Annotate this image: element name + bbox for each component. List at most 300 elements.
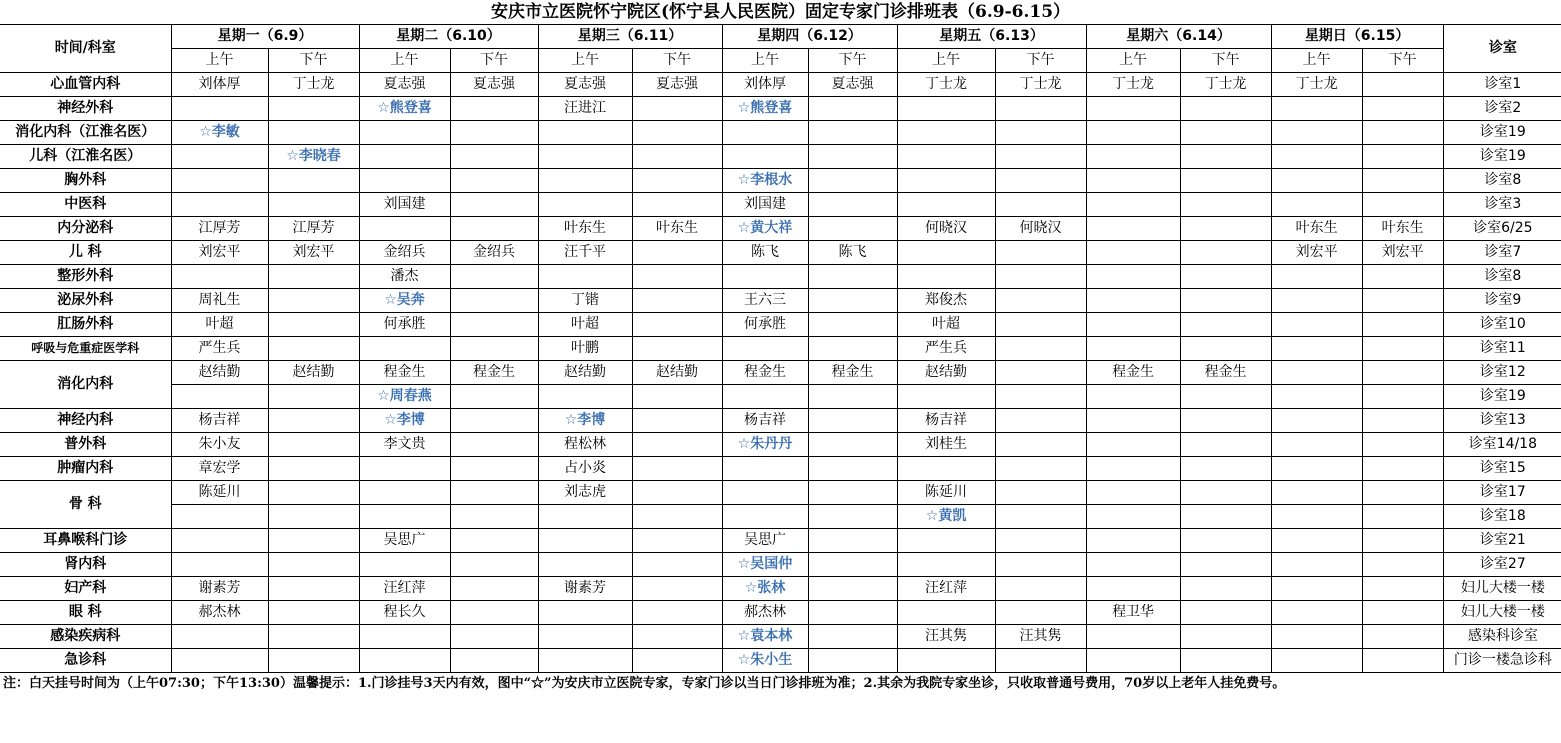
doctor-cell: 吴思广	[359, 529, 450, 553]
doctor-cell	[897, 169, 995, 193]
doctor-cell: 程松林	[538, 433, 632, 457]
doctor-cell	[171, 265, 268, 289]
doctor-cell	[1362, 97, 1443, 121]
doctor-cell	[632, 505, 722, 529]
doctor-cell	[1362, 313, 1443, 337]
doctor-cell	[1180, 241, 1271, 265]
doctor-cell	[1086, 577, 1180, 601]
department-label: 神经内科	[0, 409, 171, 433]
doctor-cell: 章宏学	[171, 457, 268, 481]
doctor-cell	[1180, 505, 1271, 529]
doctor-cell	[897, 601, 995, 625]
doctor-cell	[632, 265, 722, 289]
doctor-cell	[995, 361, 1086, 385]
doctor-cell: 夏志强	[450, 73, 538, 97]
am-header: 上午	[538, 49, 632, 73]
doctor-cell	[1271, 409, 1362, 433]
doctor-cell: 江厚芳	[268, 217, 359, 241]
doctor-cell	[808, 457, 897, 481]
doctor-cell	[268, 97, 359, 121]
doctor-cell	[995, 649, 1086, 673]
doctor-cell: ☆李博	[359, 409, 450, 433]
doctor-cell	[268, 193, 359, 217]
doctor-cell	[171, 193, 268, 217]
doctor-cell	[995, 505, 1086, 529]
doctor-cell	[450, 481, 538, 505]
doctor-cell	[359, 553, 450, 577]
doctor-cell	[1086, 481, 1180, 505]
doctor-cell	[1086, 289, 1180, 313]
doctor-cell: 叶东生	[1362, 217, 1443, 241]
doctor-cell	[1086, 193, 1180, 217]
doctor-cell	[808, 505, 897, 529]
doctor-cell	[995, 409, 1086, 433]
doctor-cell	[1086, 97, 1180, 121]
room-cell: 诊室17	[1443, 481, 1561, 505]
doctor-cell	[897, 385, 995, 409]
doctor-cell	[1180, 577, 1271, 601]
doctor-cell	[897, 649, 995, 673]
doctor-cell	[450, 577, 538, 601]
doctor-cell	[632, 553, 722, 577]
doctor-cell	[632, 337, 722, 361]
doctor-cell: 叶东生	[538, 217, 632, 241]
doctor-cell	[268, 289, 359, 313]
doctor-cell: ☆吴奔	[359, 289, 450, 313]
corner-header: 时间/科室	[0, 25, 171, 73]
doctor-cell	[268, 313, 359, 337]
table-row	[0, 505, 1561, 529]
doctor-cell	[897, 121, 995, 145]
doctor-cell: 程金生	[450, 361, 538, 385]
doctor-cell: ☆袁本林	[722, 625, 808, 649]
room-cell: 诊室1	[1443, 73, 1561, 97]
doctor-cell	[995, 481, 1086, 505]
doctor-cell	[1180, 385, 1271, 409]
doctor-cell	[995, 145, 1086, 169]
doctor-cell	[450, 169, 538, 193]
doctor-cell: 丁士龙	[1086, 73, 1180, 97]
room-cell: 诊室19	[1443, 145, 1561, 169]
table-row	[0, 649, 1561, 673]
department-label: 胸外科	[0, 169, 171, 193]
department-label: 泌尿外科	[0, 289, 171, 313]
doctor-cell	[1086, 385, 1180, 409]
doctor-cell: 杨吉祥	[897, 409, 995, 433]
doctor-cell	[450, 121, 538, 145]
doctor-cell	[995, 553, 1086, 577]
doctor-cell: 夏志强	[359, 73, 450, 97]
doctor-cell	[1180, 145, 1271, 169]
doctor-cell	[808, 313, 897, 337]
room-cell: 诊室8	[1443, 265, 1561, 289]
doctor-cell: 陈延川	[171, 481, 268, 505]
table-row	[0, 97, 1561, 121]
doctor-cell: 刘体厚	[722, 73, 808, 97]
doctor-cell	[1362, 481, 1443, 505]
doctor-cell: 汪其隽	[995, 625, 1086, 649]
doctor-cell	[808, 289, 897, 313]
doctor-cell	[268, 385, 359, 409]
doctor-cell: ☆吴国仲	[722, 553, 808, 577]
doctor-cell	[171, 625, 268, 649]
doctor-cell: 汪千平	[538, 241, 632, 265]
doctor-cell: 丁士龙	[268, 73, 359, 97]
doctor-cell	[722, 121, 808, 145]
doctor-cell: ☆张林	[722, 577, 808, 601]
department-label: 消化内科	[0, 361, 171, 409]
doctor-cell	[808, 649, 897, 673]
day-header: 星期五（6.13）	[897, 25, 1086, 49]
doctor-cell: 丁士龙	[1180, 73, 1271, 97]
doctor-cell	[632, 97, 722, 121]
room-cell: 诊室19	[1443, 121, 1561, 145]
doctor-cell	[897, 241, 995, 265]
doctor-cell	[995, 313, 1086, 337]
doctor-cell: 程金生	[1180, 361, 1271, 385]
doctor-cell	[1362, 385, 1443, 409]
doctor-cell	[1362, 265, 1443, 289]
table-row	[0, 337, 1561, 361]
table-row	[0, 289, 1561, 313]
doctor-cell: 何承胜	[359, 313, 450, 337]
doctor-cell	[268, 409, 359, 433]
doctor-cell	[359, 481, 450, 505]
doctor-cell	[1362, 337, 1443, 361]
doctor-cell	[1180, 97, 1271, 121]
doctor-cell: 刘宏平	[171, 241, 268, 265]
doctor-cell	[1362, 361, 1443, 385]
doctor-cell	[1362, 601, 1443, 625]
doctor-cell	[538, 625, 632, 649]
department-label: 肾内科	[0, 553, 171, 577]
table-row	[0, 457, 1561, 481]
doctor-cell	[722, 265, 808, 289]
doctor-cell: 丁士龙	[995, 73, 1086, 97]
table-row	[0, 601, 1561, 625]
doctor-cell	[995, 529, 1086, 553]
doctor-cell: 赵结勤	[268, 361, 359, 385]
doctor-cell	[450, 145, 538, 169]
doctor-cell	[1086, 505, 1180, 529]
doctor-cell	[1362, 121, 1443, 145]
doctor-cell	[1362, 289, 1443, 313]
doctor-cell	[450, 529, 538, 553]
doctor-cell	[1362, 649, 1443, 673]
am-header: 上午	[1086, 49, 1180, 73]
room-cell: 诊室19	[1443, 385, 1561, 409]
doctor-cell	[995, 241, 1086, 265]
doctor-cell	[808, 169, 897, 193]
doctor-cell	[359, 169, 450, 193]
doctor-cell	[1086, 169, 1180, 193]
doctor-cell: 陈延川	[897, 481, 995, 505]
doctor-cell	[268, 553, 359, 577]
department-label: 肿瘤内科	[0, 457, 171, 481]
doctor-cell	[1086, 217, 1180, 241]
doctor-cell: 叶超	[538, 313, 632, 337]
doctor-cell	[808, 385, 897, 409]
doctor-cell	[808, 433, 897, 457]
doctor-cell	[1271, 577, 1362, 601]
doctor-cell	[1271, 337, 1362, 361]
doctor-cell	[1086, 457, 1180, 481]
doctor-cell	[359, 217, 450, 241]
doctor-cell	[995, 577, 1086, 601]
doctor-cell	[268, 433, 359, 457]
doctor-cell	[1086, 241, 1180, 265]
doctor-cell: 郝杰林	[722, 601, 808, 625]
doctor-cell	[1086, 529, 1180, 553]
room-cell: 妇儿大楼一楼	[1443, 577, 1561, 601]
doctor-cell	[1180, 265, 1271, 289]
doctor-cell	[1362, 529, 1443, 553]
room-cell: 门诊一楼急诊科	[1443, 649, 1561, 673]
room-cell: 诊室3	[1443, 193, 1561, 217]
header-row-days	[0, 25, 1561, 49]
doctor-cell	[632, 649, 722, 673]
doctor-cell: 金绍兵	[450, 241, 538, 265]
day-header: 星期四（6.12）	[722, 25, 897, 49]
doctor-cell: 叶东生	[632, 217, 722, 241]
doctor-cell	[538, 601, 632, 625]
room-header: 诊室	[1443, 25, 1561, 73]
page-title: 安庆市立医院怀宁院区(怀宁县人民医院）固定专家门诊排班表（6.9-6.15）	[0, 0, 1561, 25]
doctor-cell	[995, 337, 1086, 361]
doctor-cell: 陈飞	[808, 241, 897, 265]
doctor-cell	[1271, 265, 1362, 289]
doctor-cell: 丁士龙	[897, 73, 995, 97]
department-label: 感染疾病科	[0, 625, 171, 649]
doctor-cell	[359, 625, 450, 649]
doctor-cell	[538, 649, 632, 673]
pm-header: 下午	[808, 49, 897, 73]
doctor-cell	[268, 121, 359, 145]
doctor-cell	[808, 193, 897, 217]
doctor-cell	[359, 121, 450, 145]
doctor-cell: ☆熊登喜	[722, 97, 808, 121]
doctor-cell	[450, 265, 538, 289]
doctor-cell	[450, 217, 538, 241]
department-label: 儿 科	[0, 241, 171, 265]
doctor-cell	[722, 145, 808, 169]
doctor-cell	[722, 481, 808, 505]
footer-note: 注：白天挂号时间为（上午07:30；下午13:30）温馨提示：1.门诊挂号3天内有效，图中“☆”为安庆市立医院专家，专家门诊以当日门诊排班为准；2.其余为我院专家坐诊，只收取普通号费用，70岁以上老年人挂免费号。	[3, 676, 1286, 691]
doctor-cell	[359, 649, 450, 673]
doctor-cell	[450, 433, 538, 457]
doctor-cell: 程金生	[359, 361, 450, 385]
day-header: 星期三（6.11）	[538, 25, 722, 49]
doctor-cell	[632, 385, 722, 409]
doctor-cell	[995, 457, 1086, 481]
am-header: 上午	[897, 49, 995, 73]
room-cell: 诊室12	[1443, 361, 1561, 385]
doctor-cell	[1180, 649, 1271, 673]
doctor-cell: 刘宏平	[1362, 241, 1443, 265]
doctor-cell	[1362, 409, 1443, 433]
department-label: 骨 科	[0, 481, 171, 529]
doctor-cell	[1180, 601, 1271, 625]
doctor-cell	[1271, 481, 1362, 505]
doctor-cell	[1180, 553, 1271, 577]
doctor-cell	[1362, 433, 1443, 457]
doctor-cell: 杨吉祥	[722, 409, 808, 433]
day-header: 星期二（6.10）	[359, 25, 538, 49]
doctor-cell: 何晓汉	[897, 217, 995, 241]
doctor-cell: 丁锴	[538, 289, 632, 313]
doctor-cell	[1271, 601, 1362, 625]
doctor-cell	[995, 433, 1086, 457]
doctor-cell	[450, 385, 538, 409]
doctor-cell	[808, 265, 897, 289]
doctor-cell: 刘宏平	[1271, 241, 1362, 265]
doctor-cell: ☆朱丹丹	[722, 433, 808, 457]
table-row	[0, 265, 1561, 289]
doctor-cell: 刘志虎	[538, 481, 632, 505]
pm-header: 下午	[632, 49, 722, 73]
doctor-cell: ☆李敏	[171, 121, 268, 145]
doctor-cell	[1271, 433, 1362, 457]
doctor-cell: ☆李晓春	[268, 145, 359, 169]
doctor-cell: 潘杰	[359, 265, 450, 289]
doctor-cell: 刘桂生	[897, 433, 995, 457]
doctor-cell	[632, 433, 722, 457]
doctor-cell	[1271, 121, 1362, 145]
doctor-cell	[632, 409, 722, 433]
room-cell: 诊室6/25	[1443, 217, 1561, 241]
doctor-cell: 程金生	[722, 361, 808, 385]
table-row	[0, 577, 1561, 601]
department-label: 消化内科（江淮名医）	[0, 121, 171, 145]
doctor-cell: 江厚芳	[171, 217, 268, 241]
doctor-cell	[1180, 313, 1271, 337]
doctor-cell: 何晓汉	[995, 217, 1086, 241]
doctor-cell: 李文贵	[359, 433, 450, 457]
doctor-cell: 丁士龙	[1271, 73, 1362, 97]
department-label: 妇产科	[0, 577, 171, 601]
room-cell: 诊室21	[1443, 529, 1561, 553]
doctor-cell	[359, 457, 450, 481]
doctor-cell	[450, 97, 538, 121]
doctor-cell	[808, 145, 897, 169]
room-cell: 诊室13	[1443, 409, 1561, 433]
doctor-cell: 程长久	[359, 601, 450, 625]
pm-header: 下午	[268, 49, 359, 73]
doctor-cell: 叶鹏	[538, 337, 632, 361]
department-label: 神经外科	[0, 97, 171, 121]
doctor-cell	[450, 337, 538, 361]
doctor-cell: 程金生	[808, 361, 897, 385]
doctor-cell: 朱小友	[171, 433, 268, 457]
table-row	[0, 481, 1561, 505]
doctor-cell: 汪进江	[538, 97, 632, 121]
doctor-cell: ☆黄大祥	[722, 217, 808, 241]
table-row	[0, 529, 1561, 553]
am-header: 上午	[1271, 49, 1362, 73]
doctor-cell	[1180, 289, 1271, 313]
table-row	[0, 241, 1561, 265]
doctor-cell: 赵结勤	[897, 361, 995, 385]
doctor-cell	[268, 625, 359, 649]
doctor-cell	[1086, 433, 1180, 457]
doctor-cell	[808, 553, 897, 577]
room-cell: 诊室27	[1443, 553, 1561, 577]
doctor-cell	[808, 601, 897, 625]
doctor-cell: 谢素芳	[538, 577, 632, 601]
doctor-cell	[808, 529, 897, 553]
department-label: 耳鼻喉科门诊	[0, 529, 171, 553]
doctor-cell: ☆朱小生	[722, 649, 808, 673]
doctor-cell: ☆李博	[538, 409, 632, 433]
doctor-cell	[1180, 169, 1271, 193]
doctor-cell: 周礼生	[171, 289, 268, 313]
doctor-cell	[1086, 265, 1180, 289]
room-cell: 诊室7	[1443, 241, 1561, 265]
department-label: 儿科（江淮名医）	[0, 145, 171, 169]
doctor-cell: ☆黄凯	[897, 505, 995, 529]
doctor-cell: 叶超	[171, 313, 268, 337]
doctor-cell	[995, 385, 1086, 409]
doctor-cell	[1086, 313, 1180, 337]
doctor-cell: 夏志强	[632, 73, 722, 97]
doctor-cell	[632, 193, 722, 217]
department-label: 肛肠外科	[0, 313, 171, 337]
day-header: 星期一（6.9）	[171, 25, 359, 49]
doctor-cell	[1180, 193, 1271, 217]
doctor-cell	[1180, 409, 1271, 433]
doctor-cell	[1180, 625, 1271, 649]
doctor-cell	[1180, 529, 1271, 553]
doctor-cell	[897, 193, 995, 217]
doctor-cell	[808, 577, 897, 601]
doctor-cell	[359, 337, 450, 361]
am-header: 上午	[359, 49, 450, 73]
doctor-cell	[897, 457, 995, 481]
doctor-cell	[268, 265, 359, 289]
doctor-cell: 刘国建	[722, 193, 808, 217]
doctor-cell	[450, 409, 538, 433]
doctor-cell	[171, 145, 268, 169]
doctor-cell	[450, 649, 538, 673]
pm-header: 下午	[450, 49, 538, 73]
am-header: 上午	[722, 49, 808, 73]
doctor-cell	[1271, 385, 1362, 409]
doctor-cell	[1180, 217, 1271, 241]
doctor-cell: 赵结勤	[171, 361, 268, 385]
day-header: 星期六（6.14）	[1086, 25, 1271, 49]
doctor-cell	[171, 529, 268, 553]
doctor-cell	[1086, 625, 1180, 649]
doctor-cell	[632, 457, 722, 481]
room-cell: 诊室15	[1443, 457, 1561, 481]
doctor-cell	[538, 385, 632, 409]
doctor-cell: 陈飞	[722, 241, 808, 265]
doctor-cell: 严生兵	[897, 337, 995, 361]
doctor-cell	[897, 553, 995, 577]
doctor-cell	[268, 577, 359, 601]
department-label: 心血管内科	[0, 73, 171, 97]
doctor-cell	[1362, 193, 1443, 217]
doctor-cell	[1086, 337, 1180, 361]
doctor-cell	[808, 121, 897, 145]
doctor-cell	[1180, 457, 1271, 481]
table-row	[0, 409, 1561, 433]
doctor-cell	[268, 505, 359, 529]
doctor-cell: 叶超	[897, 313, 995, 337]
doctor-cell	[1180, 433, 1271, 457]
doctor-cell	[171, 97, 268, 121]
doctor-cell: 夏志强	[808, 73, 897, 97]
